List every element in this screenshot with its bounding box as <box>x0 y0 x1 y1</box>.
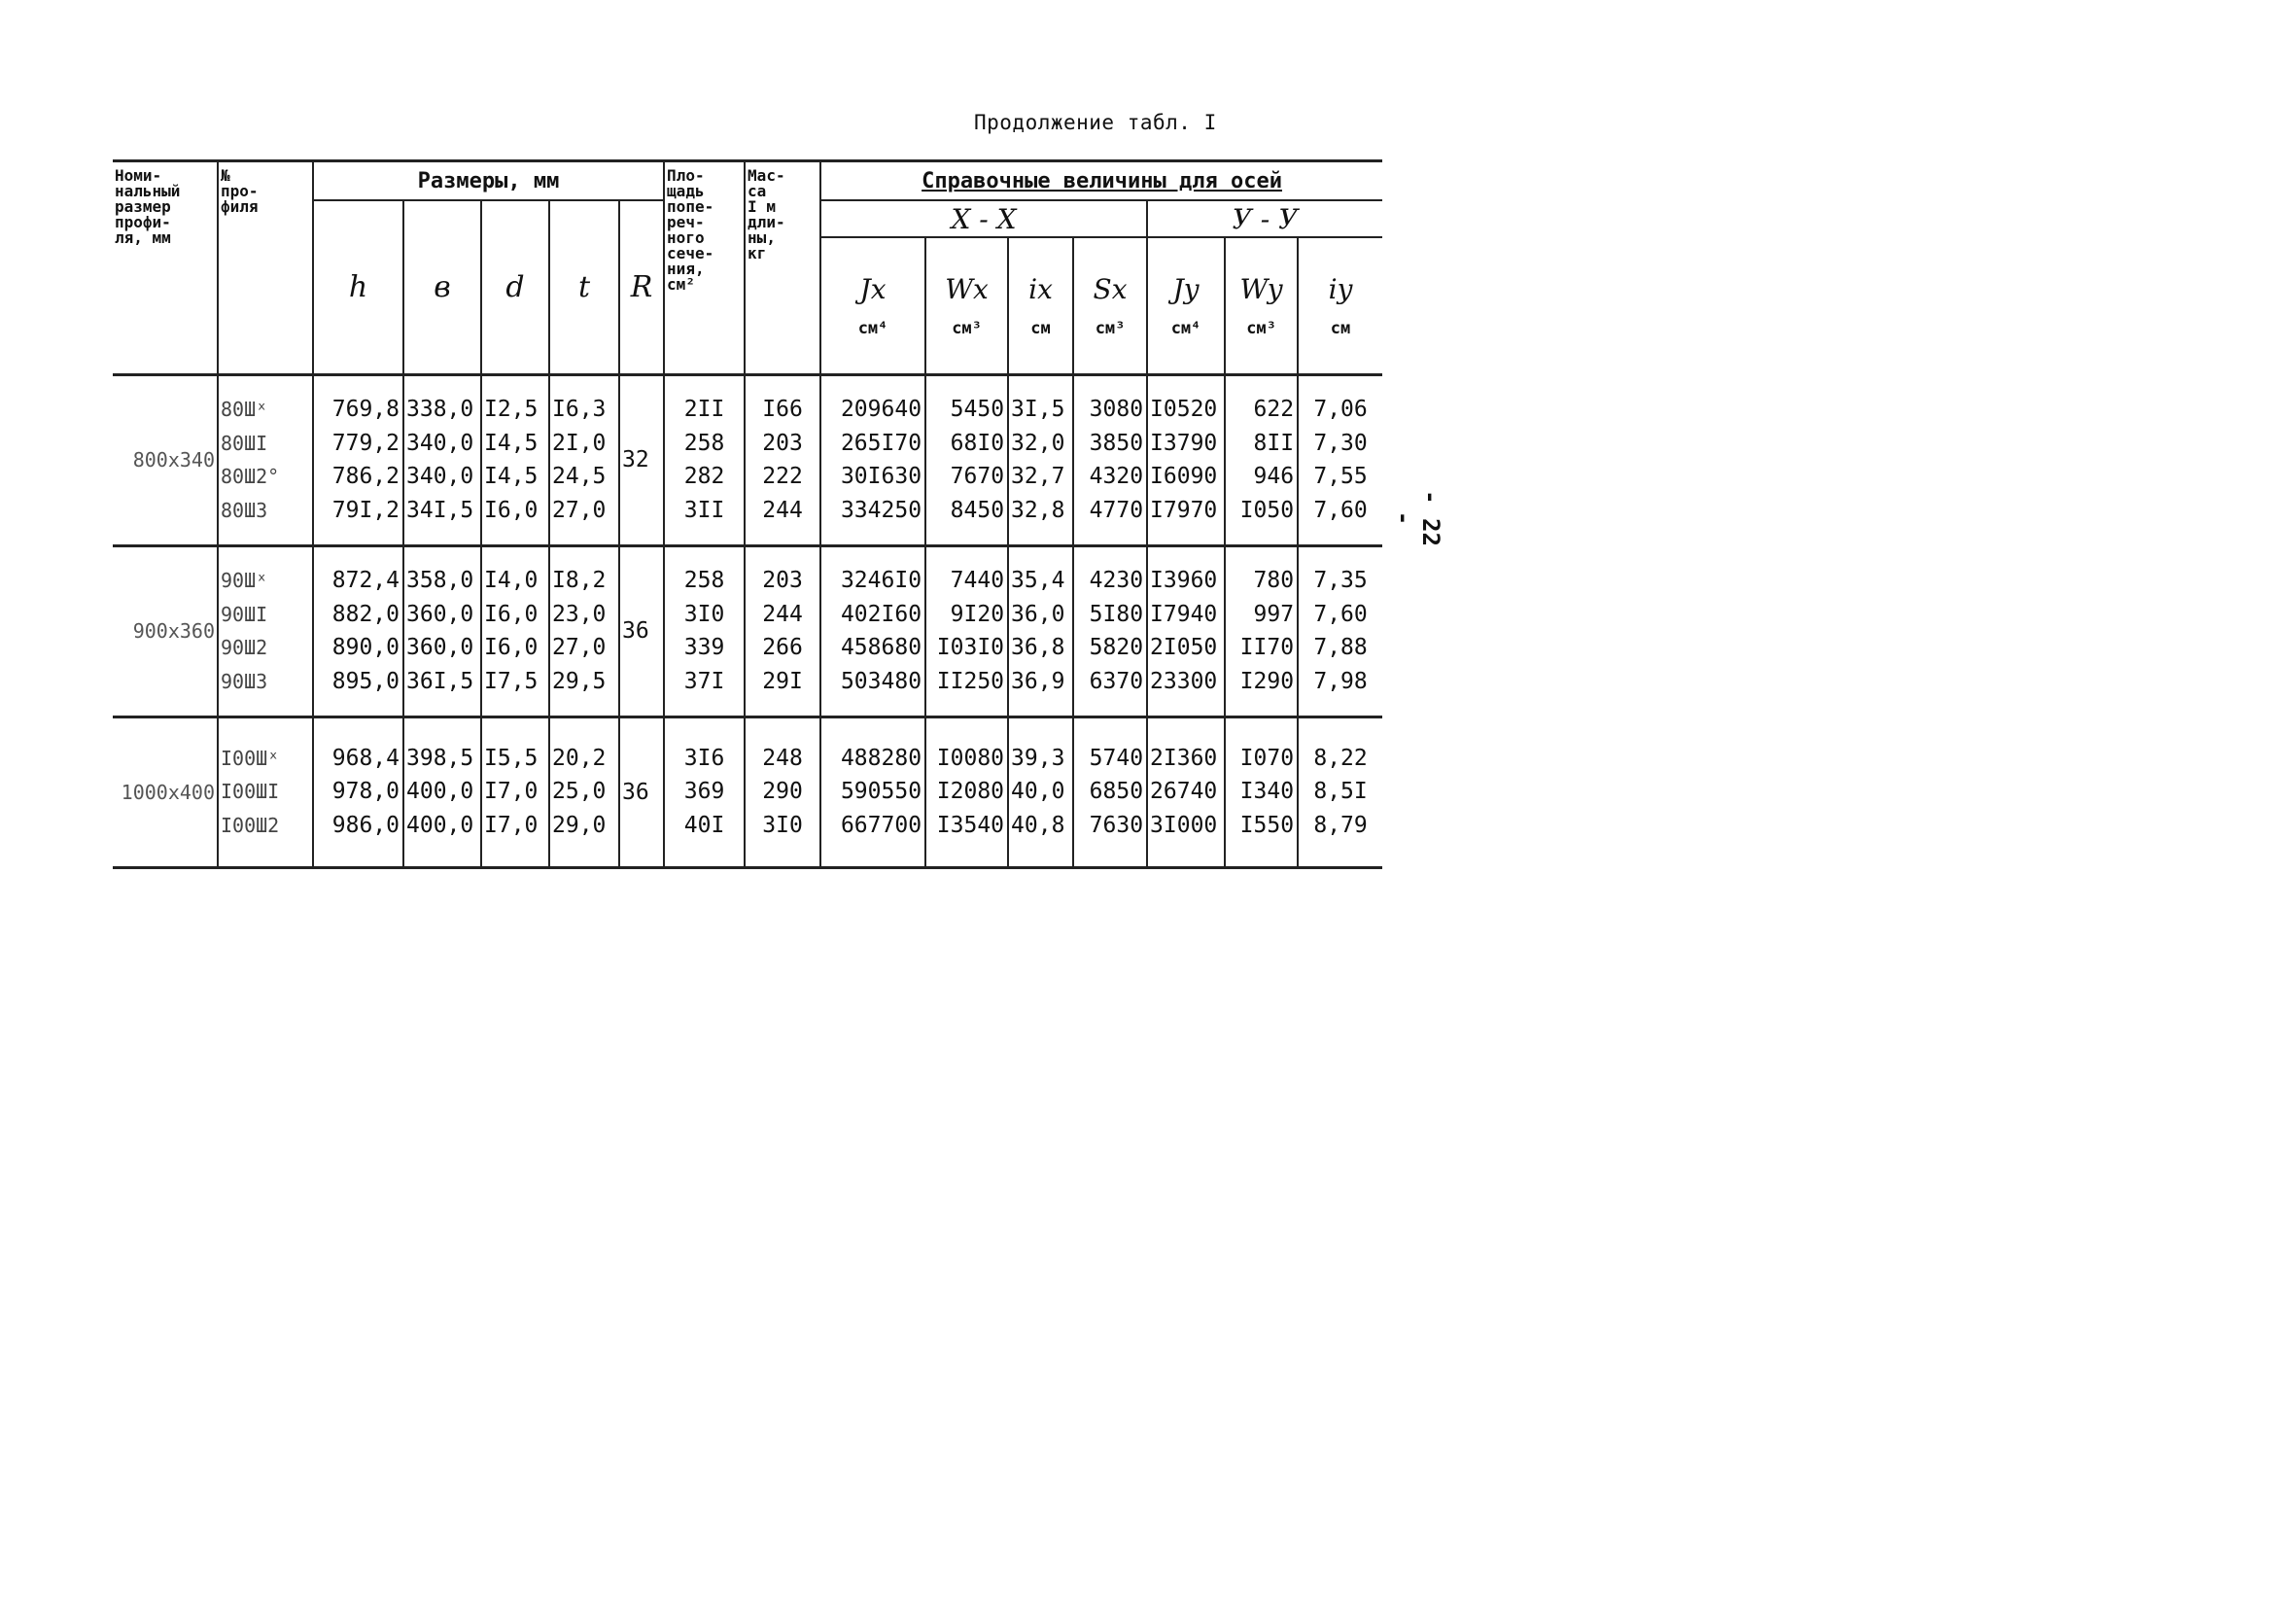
table-value: 8II <box>1253 430 1295 456</box>
table-value: 248 <box>762 745 803 771</box>
table-value: 6850 <box>1089 779 1144 805</box>
jy-cell <box>1147 545 1225 717</box>
table-value: 258 <box>683 568 725 593</box>
table-value: 39,3 <box>1011 745 1065 771</box>
table-value: 398,5 <box>406 745 474 771</box>
profile-table <box>113 159 1382 869</box>
profile-cell <box>218 545 313 717</box>
table-value: 3I0 <box>683 601 725 627</box>
table-value: 769,8 <box>331 397 400 422</box>
table-value: 340,0 <box>406 464 474 489</box>
table-value: 32,8 <box>1011 497 1065 523</box>
table-value: I6,0 <box>484 497 539 523</box>
table-value: 68I0 <box>950 430 1005 456</box>
table-value: 7,30 <box>1313 430 1368 456</box>
nominal-size-cell: 900x360 <box>113 545 218 717</box>
table-value: 503480 <box>840 668 922 694</box>
table-value: 80Ш2° <box>221 465 280 488</box>
header-profile: № про- филя <box>218 161 313 375</box>
table-value: I6,0 <box>484 601 539 627</box>
sx-cell <box>1073 545 1147 717</box>
table-value: 203 <box>762 430 803 456</box>
jy-cell <box>1147 374 1225 545</box>
sx-cell <box>1073 374 1147 545</box>
table-value: 779,2 <box>331 430 400 456</box>
table-value: 3I6 <box>683 745 725 771</box>
iy-cell <box>1298 545 1382 717</box>
table-value: 244 <box>762 601 803 627</box>
table-value: 8,79 <box>1313 812 1368 838</box>
b-cell <box>403 374 481 545</box>
table-value: 458680 <box>840 635 922 660</box>
jy-cell <box>1147 717 1225 867</box>
table-value: 402I60 <box>840 601 922 627</box>
header-dim-d: d <box>481 200 549 374</box>
table-value: 5450 <box>950 397 1005 422</box>
table-value: 24,5 <box>552 464 607 489</box>
table-value: 4320 <box>1089 464 1144 489</box>
table-value: 209640 <box>840 397 922 422</box>
table-value: I03I0 <box>936 635 1005 660</box>
area-cell <box>664 545 745 717</box>
group-row <box>113 717 1382 867</box>
table-value: I3540 <box>936 812 1005 838</box>
table-header <box>113 161 1382 375</box>
table-value: 360,0 <box>406 635 474 660</box>
table-value: 32,7 <box>1011 464 1065 489</box>
table-value: 3I000 <box>1150 812 1218 838</box>
table-value: 265I70 <box>840 430 922 456</box>
table-value: 23300 <box>1150 668 1218 694</box>
header-wx: Wx см³ <box>925 237 1008 374</box>
ix-cell <box>1008 374 1073 545</box>
r-cell: 32 <box>619 374 664 545</box>
table-value: 9I20 <box>950 601 1005 627</box>
table-value: 5740 <box>1089 745 1144 771</box>
table-value: 203 <box>762 568 803 593</box>
jx-cell <box>820 374 925 545</box>
wx-cell <box>925 374 1008 545</box>
table-value: I00Ш2 <box>221 813 280 837</box>
table-value: I8,2 <box>552 568 607 593</box>
table-value: 4230 <box>1089 568 1144 593</box>
table-value: I00Шˣ <box>221 746 280 770</box>
table-value: 7440 <box>950 568 1005 593</box>
table-value: 7,60 <box>1313 601 1368 627</box>
table-value: 90Ш3 <box>221 669 268 693</box>
header-nominal: Номи- нальный размер профи- ля, мм <box>113 161 218 375</box>
table-value: I6,3 <box>552 397 607 422</box>
table-value: I6,0 <box>484 635 539 660</box>
header-area: Пло- щадь попе- реч- ного сече- ния, см² <box>664 161 745 375</box>
table-value: 27,0 <box>552 497 607 523</box>
table-value: 946 <box>1253 464 1295 489</box>
header-sx: Sx см³ <box>1073 237 1147 374</box>
table-value: 23,0 <box>552 601 607 627</box>
table-value: 590550 <box>840 779 922 805</box>
table-value: I2,5 <box>484 397 539 422</box>
jx-cell <box>820 545 925 717</box>
header-axis-x: X - X <box>820 200 1147 237</box>
header-ix: ix см <box>1008 237 1073 374</box>
table-value: I070 <box>1239 745 1295 771</box>
h-cell <box>313 374 403 545</box>
table-value: 258 <box>683 430 725 456</box>
group-row <box>113 374 1382 545</box>
d-cell <box>481 717 549 867</box>
t-cell <box>549 374 619 545</box>
table-value: 895,0 <box>331 668 400 694</box>
b-cell <box>403 545 481 717</box>
table-value: 7,98 <box>1313 668 1368 694</box>
t-cell <box>549 545 619 717</box>
h-cell <box>313 717 403 867</box>
table-value: 8,5I <box>1313 779 1368 805</box>
table-value: I7940 <box>1150 601 1218 627</box>
table-value: I00ШI <box>221 780 280 804</box>
d-cell <box>481 545 549 717</box>
table-value: 90Ш2 <box>221 636 268 659</box>
table-value: 339 <box>683 635 725 660</box>
table-value: I6090 <box>1150 464 1218 489</box>
table-value: I4,0 <box>484 568 539 593</box>
table-value: 400,0 <box>406 779 474 805</box>
table-value: 90ШI <box>221 602 268 626</box>
table-value: 7630 <box>1089 812 1144 838</box>
table-value: 29,5 <box>552 668 607 694</box>
table-value: 29,0 <box>552 812 607 838</box>
table-value: 882,0 <box>331 601 400 627</box>
table-value: 2I,0 <box>552 430 607 456</box>
table-value: I7,0 <box>484 779 539 805</box>
header-wy: Wy см³ <box>1225 237 1298 374</box>
table-value: 400,0 <box>406 812 474 838</box>
table-caption: Продолжение табл. I <box>974 111 1217 134</box>
nominal-size-cell: 1000x400 <box>113 717 218 867</box>
b-cell <box>403 717 481 867</box>
ix-cell <box>1008 717 1073 867</box>
table-value: 27,0 <box>552 635 607 660</box>
header-jx: Jx см⁴ <box>820 237 925 374</box>
table-value: I7,5 <box>484 668 539 694</box>
table-value: 488280 <box>840 745 922 771</box>
table-value: 968,4 <box>331 745 400 771</box>
table-value: 358,0 <box>406 568 474 593</box>
table-value: 7,06 <box>1313 397 1368 422</box>
table-value: 369 <box>683 779 725 805</box>
table-value: 29I <box>762 668 803 694</box>
wy-cell <box>1225 374 1298 545</box>
mass-cell <box>745 545 820 717</box>
table-value: 2II <box>683 397 725 422</box>
area-cell <box>664 717 745 867</box>
table-value: 244 <box>762 497 803 523</box>
table-value: 7,88 <box>1313 635 1368 660</box>
profile-cell <box>218 374 313 545</box>
table-value: 40,8 <box>1011 812 1065 838</box>
table-value: 3I0 <box>762 812 803 838</box>
table-body <box>113 374 1382 867</box>
table-value: 7,55 <box>1313 464 1368 489</box>
wx-cell <box>925 717 1008 867</box>
group-row <box>113 545 1382 717</box>
table-value: 40,0 <box>1011 779 1065 805</box>
table-value: 8450 <box>950 497 1005 523</box>
table-value: 3246I0 <box>840 568 922 593</box>
table-value: 35,4 <box>1011 568 1065 593</box>
h-cell <box>313 545 403 717</box>
table-value: II70 <box>1239 635 1295 660</box>
r-cell: 36 <box>619 545 664 717</box>
table-value: 222 <box>762 464 803 489</box>
table-value: 4770 <box>1089 497 1144 523</box>
d-cell <box>481 374 549 545</box>
table-value: 622 <box>1253 397 1295 422</box>
profile-cell <box>218 717 313 867</box>
table-value: I3790 <box>1150 430 1218 456</box>
header-dimensions: Размеры, мм <box>313 161 664 201</box>
table-value: 872,4 <box>331 568 400 593</box>
table-value: 266 <box>762 635 803 660</box>
table-value: 780 <box>1253 568 1295 593</box>
table-value: 40I <box>683 812 725 838</box>
table-value: 7670 <box>950 464 1005 489</box>
table-value: I050 <box>1239 497 1295 523</box>
header-axis-y: У - У <box>1147 200 1382 237</box>
table-value: 26740 <box>1150 779 1218 805</box>
table-value: 90Шˣ <box>221 569 268 592</box>
table-value: 290 <box>762 779 803 805</box>
table-value: 2I360 <box>1150 745 1218 771</box>
r-cell: 36 <box>619 717 664 867</box>
table-value: 36,0 <box>1011 601 1065 627</box>
table-value: I0520 <box>1150 397 1218 422</box>
table-value: 36I,5 <box>406 668 474 694</box>
header-dim-b: в <box>403 200 481 374</box>
table-value: 340,0 <box>406 430 474 456</box>
t-cell <box>549 717 619 867</box>
table-value: 25,0 <box>552 779 607 805</box>
table-value: 30I630 <box>840 464 922 489</box>
page-number: - 22 - <box>1390 490 1444 546</box>
table-value: 667700 <box>840 812 922 838</box>
header-dim-t: t <box>549 200 619 374</box>
ix-cell <box>1008 545 1073 717</box>
table-value: 786,2 <box>331 464 400 489</box>
table-value: 34I,5 <box>406 497 474 523</box>
table-value: I4,5 <box>484 430 539 456</box>
table-value: I7970 <box>1150 497 1218 523</box>
table-value: I5,5 <box>484 745 539 771</box>
table-value: I66 <box>762 397 803 422</box>
table-value: 3850 <box>1089 430 1144 456</box>
table-value: 986,0 <box>331 812 400 838</box>
table-value: II250 <box>936 668 1005 694</box>
table-value: 8,22 <box>1313 745 1368 771</box>
table-value: 978,0 <box>331 779 400 805</box>
table-value: I290 <box>1239 668 1295 694</box>
header-jy: Jy см⁴ <box>1147 237 1225 374</box>
sx-cell <box>1073 717 1147 867</box>
table-value: I0080 <box>936 745 1005 771</box>
table-value: 3I,5 <box>1011 397 1065 422</box>
area-cell <box>664 374 745 545</box>
header-dim-r: R <box>619 200 664 374</box>
iy-cell <box>1298 717 1382 867</box>
table-value: 36,8 <box>1011 635 1065 660</box>
table-value: 7,35 <box>1313 568 1368 593</box>
table-value: 7,60 <box>1313 497 1368 523</box>
table-value: I550 <box>1239 812 1295 838</box>
mass-cell <box>745 374 820 545</box>
iy-cell <box>1298 374 1382 545</box>
table-value: 3II <box>683 497 725 523</box>
table-value: 32,0 <box>1011 430 1065 456</box>
table-value: 890,0 <box>331 635 400 660</box>
header-iy: iy см <box>1298 237 1382 374</box>
table-value: I340 <box>1239 779 1295 805</box>
table-value: 5820 <box>1089 635 1144 660</box>
header-reference: Справочные величины для осей <box>820 161 1382 201</box>
table-value: 334250 <box>840 497 922 523</box>
table-value: 6370 <box>1089 668 1144 694</box>
table-value: 2I050 <box>1150 635 1218 660</box>
table-value: 20,2 <box>552 745 607 771</box>
wx-cell <box>925 545 1008 717</box>
table-value: 3080 <box>1089 397 1144 422</box>
nominal-size-cell: 800x340 <box>113 374 218 545</box>
table-value: 80Ш3 <box>221 498 268 522</box>
header-dim-h: h <box>313 200 403 374</box>
table-value: 37I <box>683 668 725 694</box>
jx-cell <box>820 717 925 867</box>
table-value: 360,0 <box>406 601 474 627</box>
table-value: 5I80 <box>1089 601 1144 627</box>
table-value: 338,0 <box>406 397 474 422</box>
table-value: 36,9 <box>1011 668 1065 694</box>
table-value: 80ШI <box>221 431 268 455</box>
table-value: 282 <box>683 464 725 489</box>
header-mass: Мас- са I м дли- ны, кг <box>745 161 820 375</box>
table-value: 80Шˣ <box>221 398 268 421</box>
mass-cell <box>745 717 820 867</box>
wy-cell <box>1225 545 1298 717</box>
table-value: I4,5 <box>484 464 539 489</box>
table-value: I7,0 <box>484 812 539 838</box>
table-value: 997 <box>1253 601 1295 627</box>
table-value: I3960 <box>1150 568 1218 593</box>
wy-cell <box>1225 717 1298 867</box>
table-value: I2080 <box>936 779 1005 805</box>
table-value: 79I,2 <box>331 497 400 523</box>
